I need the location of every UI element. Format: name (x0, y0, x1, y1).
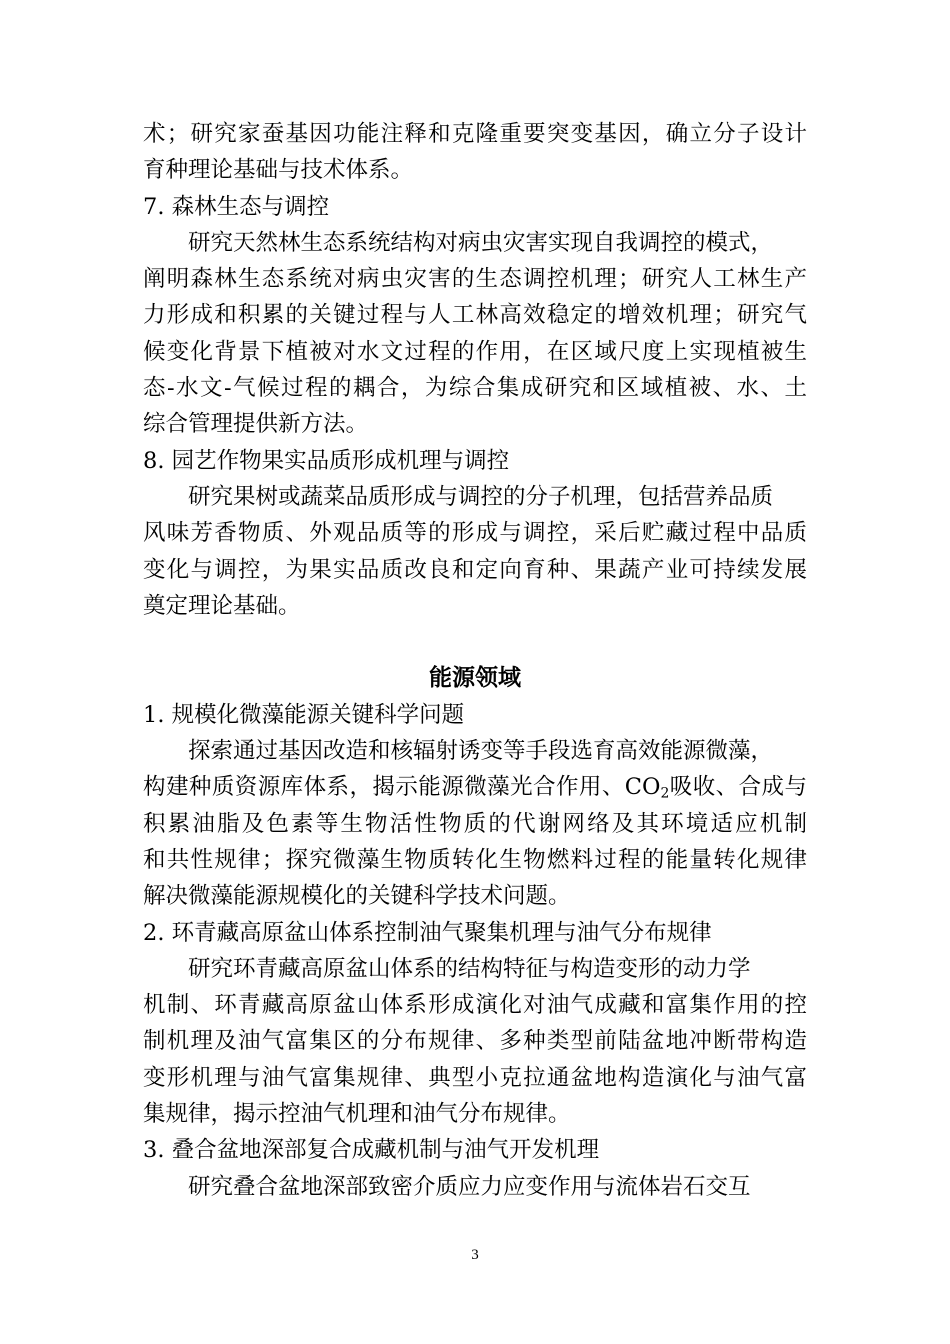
text-line: 积累油脂及色素等生物活性物质的代谢网络及其环境适应机制 (143, 810, 807, 837)
text-line: 研究果树或蔬菜品质形成与调控的分子机理，包括营养品质 (188, 483, 774, 510)
text-line: 术；研究家蚕基因功能注释和克隆重要突变基因，确立分子设计 (143, 121, 807, 147)
text-line: 变化与调控，为果实品质改良和定向育种、果蔬产业可持续发展 (143, 556, 807, 583)
text-line: 制机理及油气富集区的分布规律、多种类型前陆盆地冲断带构造 (143, 1028, 807, 1055)
subscript: 2 (660, 785, 670, 802)
section-title: 能源领域 (429, 665, 521, 692)
text-line: 力形成和积累的关键过程与人工林高效稳定的增效机理；研究气 (143, 302, 807, 329)
item-heading-2: 2. 环青藏高原盆山体系控制油气聚集机理与油气分布规律 (143, 919, 712, 946)
text-line: 奠定理论基础。 (143, 592, 301, 619)
item-heading-7: 7. 森林生态与调控 (143, 193, 330, 220)
text-line: 候变化背景下植被对水文过程的作用，在区域尺度上实现植被生 (143, 338, 807, 365)
text-line: 探索通过基因改造和核辐射诱变等手段选育高效能源微藻， (188, 738, 774, 765)
text-line-with-subscript (143, 769, 807, 805)
text-fragment: 吸收、合成与 (669, 774, 807, 801)
text-line: 风味芳香物质、外观品质等的形成与调控，采后贮藏过程中品质 (143, 520, 807, 547)
text-fragment: 构建种质资源库体系，揭示能源微藻光合作用、CO (143, 774, 661, 801)
item-heading-8: 8. 园艺作物果实品质形成机理与调控 (143, 447, 510, 474)
item-heading-1: 1. 规模化微藻能源关键科学问题 (143, 701, 465, 728)
item-heading-3: 3. 叠合盆地深部复合成藏机制与油气开发机理 (143, 1137, 600, 1164)
section-spacer (143, 624, 807, 660)
text-line: 集规律，揭示控油气机理和油气分布规律。 (143, 1101, 571, 1128)
page-body (143, 116, 807, 1205)
text-line: 综合管理提供新方法。 (143, 411, 369, 438)
text-line: 机制、环青藏高原盆山体系形成演化对油气成藏和富集作用的控 (143, 992, 807, 1019)
text-line: 态-水文-气候过程的耦合，为综合集成研究和区域植被、水、土 (143, 375, 807, 402)
text-line: 和共性规律；探究微藻生物质转化生物燃料过程的能量转化规律 (143, 846, 807, 873)
text-line: 研究环青藏高原盆山体系的结构特征与构造变形的动力学 (188, 955, 751, 982)
text-line: 解决微藻能源规模化的关键科学技术问题。 (143, 883, 571, 910)
text-line: 变形机理与油气富集规律、典型小克拉通盆地构造演化与油气富 (143, 1064, 807, 1091)
page-number: 3 (471, 1247, 479, 1263)
text-line: 研究叠合盆地深部致密介质应力应变作用与流体岩石交互 (188, 1173, 751, 1200)
text-line: 研究天然林生态系统结构对病虫灾害实现自我调控的模式， (188, 229, 774, 256)
text-line: 育种理论基础与技术体系。 (143, 157, 414, 184)
text-line: 阐明森林生态系统对病虫灾害的生态调控机理；研究人工林生产 (143, 266, 807, 293)
